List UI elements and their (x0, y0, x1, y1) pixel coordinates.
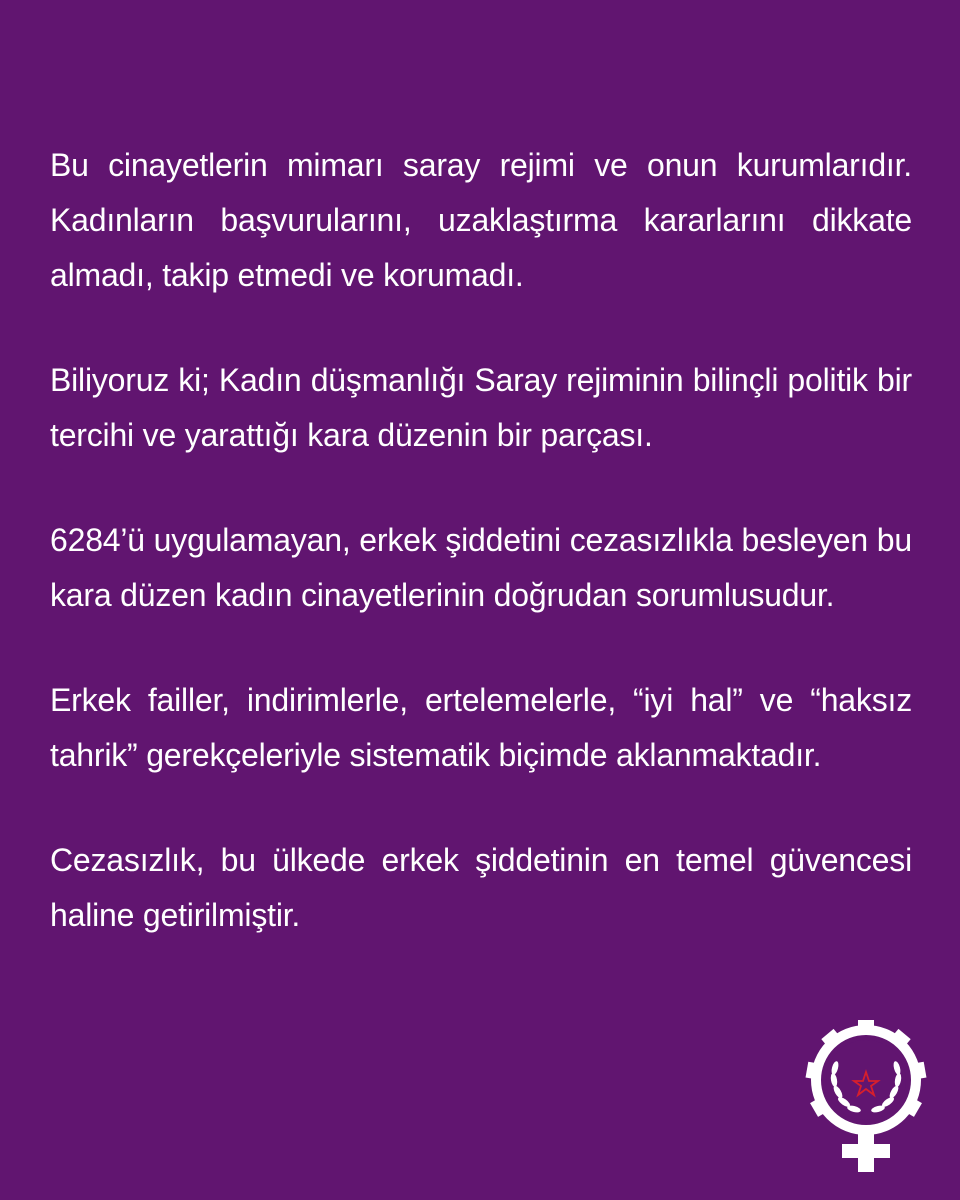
paragraph-3: 6284’ü uygulamayan, erkek şiddetini cezasızlıkla besleyen bu kara düzen kadın cinayetlerinin doğrudan sorumlusudur. (50, 522, 912, 613)
paragraph-5: Cezasızlık, bu ülkede erkek şiddetinin en temel güvencesi haline getirilmiştir. (50, 842, 912, 933)
statement-text (50, 138, 912, 993)
womens-union-logo (804, 1000, 928, 1176)
paragraph-1: Bu cinayetlerin mimarı saray rejimi ve onun kurumlarıdır. Kadınların başvurularını, uzaklaştırma kararlarını dikkate almadı, takip etmedi ve korumadı. (50, 147, 912, 293)
paragraph-4: Erkek failler, indirimlerle, ertelemelerle, “iyi hal” ve “haksız tahrik” gerekçeleriyle sistematik biçimde aklanmaktadır. (50, 682, 912, 773)
paragraph-2: Biliyoruz ki; Kadın düşmanlığı Saray rejiminin bilinçli politik bir tercihi ve yarattığı kara düzenin bir parçası. (50, 362, 912, 453)
venus-gear-wreath-star-icon (804, 1000, 928, 1176)
